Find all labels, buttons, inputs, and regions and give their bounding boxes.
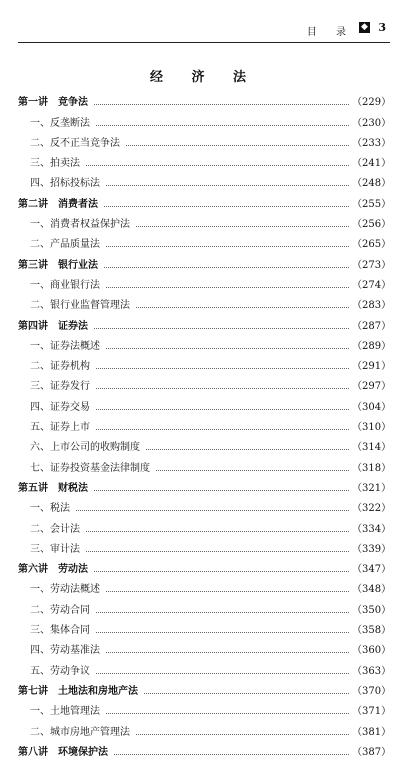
- toc-section-entry[interactable]: [18, 129, 390, 149]
- dot-leader: [94, 571, 349, 572]
- toc-entry-page: （381）: [352, 726, 392, 738]
- toc-entry-label: 第一讲 竞争法: [18, 97, 88, 109]
- dot-leader: [96, 612, 349, 613]
- page-header: [0, 0, 408, 58]
- toc-entry-label: 五、劳动争议: [30, 665, 90, 677]
- toc-entry-label: 三、证券发行: [30, 381, 90, 393]
- toc-entry-label: 六、上市公司的收购制度: [30, 442, 140, 454]
- toc-section-entry[interactable]: [18, 169, 390, 189]
- dot-leader: [106, 348, 349, 349]
- dot-leader: [144, 693, 349, 694]
- dot-leader: [136, 226, 349, 227]
- toc-entry-label: 第七讲 土地法和房地产法: [18, 685, 138, 697]
- toc-entry-page: （297）: [352, 381, 392, 393]
- toc-chapter-entry[interactable]: [18, 738, 390, 758]
- toc-entry-label: 七、证券投资基金法律制度: [30, 462, 150, 474]
- toc-entry-page: （241）: [352, 158, 392, 170]
- toc-section-entry[interactable]: [18, 149, 390, 169]
- dot-leader: [76, 510, 349, 511]
- toc-entry-page: （363）: [352, 665, 392, 677]
- toc-entry-label: 二、反不正当竞争法: [30, 137, 120, 149]
- toc-entry-label: 二、劳动合同: [30, 604, 90, 616]
- toc-entry-page: （310）: [352, 422, 392, 434]
- toc-section-entry[interactable]: [18, 717, 390, 737]
- toc-entry-page: （314）: [352, 442, 392, 454]
- toc-entry-label: 第四讲 证券法: [18, 320, 88, 332]
- toc-section-entry[interactable]: [18, 392, 390, 412]
- toc-entry-label: 三、集体合同: [30, 625, 90, 637]
- toc-entry-page: （274）: [352, 279, 392, 291]
- toc-entry-label: 一、证券法概述: [30, 340, 100, 352]
- toc-entry-label: 一、反垄断法: [30, 117, 90, 129]
- toc-entry-page: （348）: [352, 584, 392, 596]
- dot-leader: [94, 328, 349, 329]
- toc-entry-page: （289）: [352, 340, 392, 352]
- toc-section-entry[interactable]: [18, 697, 390, 717]
- toc-entry-label: 第六讲 劳动法: [18, 564, 88, 576]
- dot-leader: [106, 652, 349, 653]
- dot-leader: [86, 531, 349, 532]
- toc-section-entry[interactable]: [18, 291, 390, 311]
- toc-section-entry[interactable]: [18, 230, 390, 250]
- toc-entry-page: （229）: [352, 97, 392, 109]
- dot-leader: [96, 673, 349, 674]
- dot-leader: [96, 429, 349, 430]
- toc-entry-page: （360）: [352, 645, 392, 657]
- dot-leader: [106, 713, 349, 714]
- dot-leader: [106, 246, 349, 247]
- dot-leader: [94, 104, 349, 105]
- running-header: 目 录: [306, 27, 354, 38]
- toc-entry-page: （358）: [352, 625, 392, 637]
- dot-leader: [126, 145, 349, 146]
- toc-entry-page: （233）: [352, 137, 392, 149]
- toc-entry-page: （350）: [352, 604, 392, 616]
- toc-entry-page: （304）: [352, 401, 392, 413]
- toc-chapter-entry[interactable]: [18, 189, 390, 209]
- diamond-icon: ◆: [359, 22, 370, 33]
- dot-leader: [104, 267, 349, 268]
- dot-leader: [146, 449, 349, 450]
- dot-leader: [86, 165, 349, 166]
- toc-section-entry[interactable]: [18, 514, 390, 534]
- toc-section-entry[interactable]: [18, 453, 390, 473]
- toc-entry-label: 一、土地管理法: [30, 706, 100, 718]
- toc-entry-page: （230）: [352, 117, 392, 129]
- toc-entry-label: 四、招标投标法: [30, 178, 100, 190]
- toc-entry-label: 第五讲 财税法: [18, 482, 88, 494]
- toc-entry-label: 第二讲 消费者法: [18, 198, 98, 210]
- dot-leader: [156, 470, 349, 471]
- toc-entry-label: 二、会计法: [30, 523, 80, 535]
- toc-section-entry[interactable]: [18, 636, 390, 656]
- toc-chapter-entry[interactable]: [18, 311, 390, 331]
- dot-leader: [96, 632, 349, 633]
- toc-entry-page: （318）: [352, 462, 392, 474]
- toc-entry-page: （370）: [352, 685, 392, 697]
- toc-entry-page: （371）: [352, 706, 392, 718]
- dot-leader: [114, 754, 349, 755]
- toc-section-entry[interactable]: [18, 433, 390, 453]
- toc-entry-page: （334）: [352, 523, 392, 535]
- toc-chapter-entry[interactable]: [18, 250, 390, 270]
- toc-entry-label: 一、劳动法概述: [30, 584, 100, 596]
- toc-entry-page: （287）: [352, 320, 392, 332]
- toc-entry-label: 二、银行业监督管理法: [30, 300, 130, 312]
- toc-entry-page: （347）: [352, 564, 392, 576]
- toc-entry-label: 二、证券机构: [30, 361, 90, 373]
- dot-leader: [104, 206, 349, 207]
- toc-section-entry[interactable]: [18, 616, 390, 636]
- table-of-contents: [18, 88, 390, 758]
- toc-entry-label: 五、证券上市: [30, 422, 90, 434]
- toc-entry-page: （265）: [352, 239, 392, 251]
- toc-entry-label: 一、商业银行法: [30, 279, 100, 291]
- dot-leader: [86, 551, 349, 552]
- toc-entry-label: 四、劳动基准法: [30, 645, 100, 657]
- toc-entry-label: 三、拍卖法: [30, 158, 80, 170]
- dot-leader: [96, 125, 349, 126]
- toc-chapter-entry[interactable]: [18, 474, 390, 494]
- toc-chapter-entry[interactable]: [18, 555, 390, 575]
- dot-leader: [136, 734, 349, 735]
- toc-entry-label: 第八讲 环境保护法: [18, 746, 108, 758]
- dot-leader: [96, 368, 349, 369]
- toc-section-entry[interactable]: [18, 413, 390, 433]
- toc-entry-label: 二、产品质量法: [30, 239, 100, 251]
- toc-entry-page: （255）: [352, 198, 392, 210]
- dot-leader: [106, 185, 349, 186]
- toc-section-entry[interactable]: [18, 535, 390, 555]
- toc-section-entry[interactable]: [18, 575, 390, 595]
- toc-entry-label: 第三讲 银行业法: [18, 259, 98, 271]
- toc-entry-label: 四、证券交易: [30, 401, 90, 413]
- dot-leader: [96, 409, 349, 410]
- toc-chapter-entry[interactable]: [18, 88, 390, 108]
- toc-section-entry[interactable]: [18, 271, 390, 291]
- header-rule: [18, 42, 390, 43]
- dot-leader: [106, 591, 349, 592]
- toc-section-entry[interactable]: [18, 352, 390, 372]
- dot-leader: [106, 287, 349, 288]
- toc-entry-label: 一、税法: [30, 503, 70, 515]
- toc-section-entry[interactable]: [18, 372, 390, 392]
- toc-entry-label: 二、城市房地产管理法: [30, 726, 130, 738]
- toc-section-entry[interactable]: [18, 108, 390, 128]
- toc-entry-page: （322）: [352, 503, 392, 515]
- toc-entry-page: （256）: [352, 219, 392, 231]
- toc-section-entry[interactable]: [18, 332, 390, 352]
- toc-entry-page: （248）: [352, 178, 392, 190]
- dot-leader: [94, 490, 349, 491]
- toc-entry-label: 一、消费者权益保护法: [30, 219, 130, 231]
- toc-entry-label: 三、审计法: [30, 543, 80, 555]
- toc-entry-page: （283）: [352, 300, 392, 312]
- toc-entry-page: （291）: [352, 361, 392, 373]
- toc-entry-page: （321）: [352, 482, 392, 494]
- toc-entry-page: （273）: [352, 259, 392, 271]
- dot-leader: [136, 307, 349, 308]
- toc-section-entry[interactable]: [18, 656, 390, 676]
- page-title: 经 济 法: [149, 70, 259, 85]
- toc-section-entry[interactable]: [18, 494, 390, 514]
- toc-section-entry[interactable]: [18, 210, 390, 230]
- dot-leader: [96, 388, 349, 389]
- toc-chapter-entry[interactable]: [18, 677, 390, 697]
- toc-section-entry[interactable]: [18, 595, 390, 615]
- page-number: 3: [378, 21, 386, 34]
- toc-entry-page: （387）: [352, 746, 392, 758]
- toc-entry-page: （339）: [352, 543, 392, 555]
